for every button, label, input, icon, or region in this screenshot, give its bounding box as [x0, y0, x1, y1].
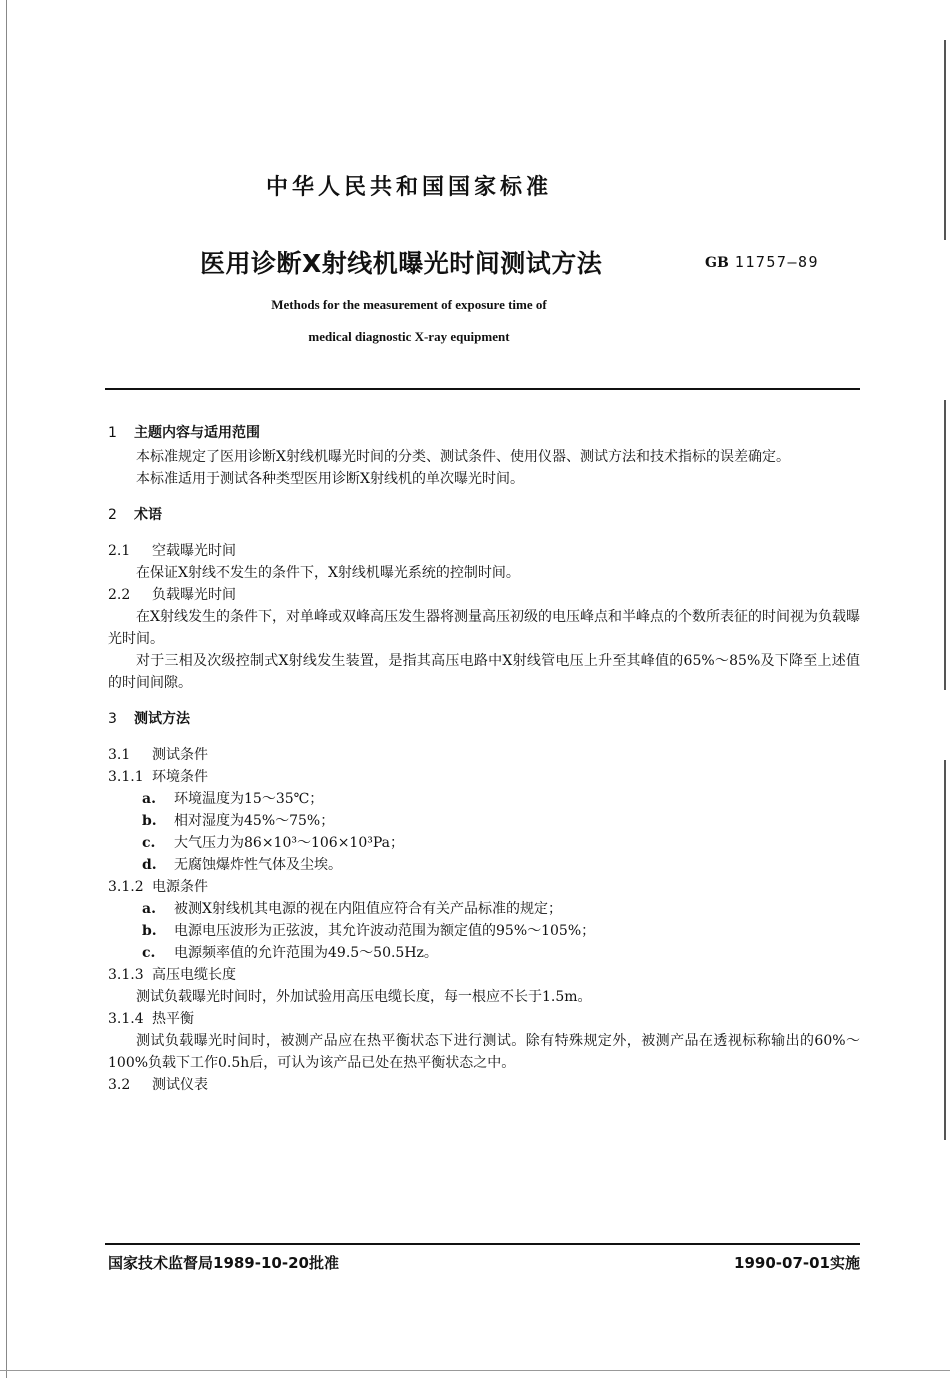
list-item: a. 环境温度为15～35℃； — [142, 791, 324, 807]
scan-edge-right-3 — [944, 760, 946, 1140]
standard-title: 中华人民共和国国家标准 — [265, 175, 552, 200]
header-divider — [105, 388, 860, 390]
standard-code-number: 11757—89 — [734, 253, 820, 271]
section-1-paragraph-1: 本标准规定了医用诊断X射线机曝光时间的分类、测试条件、使用仪器、测试方法和技术指标的误差确定。 — [136, 449, 790, 465]
subsection-3-2-heading: 3.2 测试仪表 — [108, 1077, 208, 1093]
subsection-3-1-4-text: 测试负载曝光时间时，被测产品应在热平衡状态下进行测试。除有特殊规定外，被测产品在透视标称输出的60%～100%负载下工作0.5h后，可认为该产品已处在热平衡状态之中。 — [108, 1033, 860, 1071]
subsection-3-1-1-heading: 3.1.1 环境条件 — [108, 769, 208, 785]
subsection-3-1-4-heading: 3.1.4 热平衡 — [108, 1011, 194, 1027]
scan-edge-right-1 — [944, 40, 946, 240]
list-item: c. 大气压力为86×10³～106×10³Pa； — [142, 835, 404, 851]
approval-date: 国家技术监督局1989-10-20批准 — [108, 1254, 339, 1272]
list-item: b. 相对湿度为45%～75%； — [142, 813, 335, 829]
subsection-2-1-text: 在保证X射线不发生的条件下，X射线机曝光系统的控制时间。 — [136, 565, 520, 581]
subsection-2-2-heading: 2.2 负载曝光时间 — [108, 587, 236, 603]
subsection-3-1-3-text: 测试负载曝光时间时，外加试验用高压电缆长度，每一根应不长于1.5m。 — [136, 989, 592, 1005]
subsection-3-1-heading: 3.1 测试条件 — [108, 747, 208, 763]
section-1-heading: 1 主题内容与适用范围 — [108, 425, 260, 441]
standard-code-prefix: GB — [705, 255, 729, 271]
subsection-2-1-heading: 2.1 空载曝光时间 — [108, 543, 236, 559]
subsection-2-2-text-2: 对于三相及次级控制式X射线发生装置，是指其高压电路中X射线管电压上升至其峰值的65%～85%及下降至上述值的时间间隙。 — [108, 653, 860, 691]
implementation-date: 1990-07-01实施 — [734, 1254, 860, 1272]
list-item: d. 无腐蚀爆炸性气体及尘埃。 — [142, 857, 342, 873]
section-3-heading: 3 测试方法 — [108, 711, 190, 727]
document-body — [108, 422, 860, 1096]
list-item: c. 电源频率值的允许范围为49.5～50.5Hz。 — [142, 945, 438, 961]
subsection-3-1-3-heading: 3.1.3 高压电缆长度 — [108, 967, 236, 983]
standard-code — [705, 253, 819, 271]
footer-divider — [105, 1243, 860, 1245]
english-title-line1: Methods for the measurement of exposure time of — [271, 297, 547, 312]
scan-edge-bottom — [0, 1370, 950, 1371]
english-title-line2: medical diagnostic X-ray equipment — [308, 329, 510, 344]
section-1-paragraph-2: 本标准适用于测试各种类型医用诊断X射线机的单次曝光时间。 — [136, 471, 524, 487]
subsection-3-1-2-heading: 3.1.2 电源条件 — [108, 879, 208, 895]
section-2-heading: 2 术语 — [108, 507, 162, 523]
list-item: a. 被测X射线机其电源的视在内阻值应符合有关产品标准的规定； — [142, 901, 562, 917]
document-title: 医用诊断X射线机曝光时间测试方法 — [200, 249, 603, 278]
subsection-2-2-text-1: 在X射线发生的条件下，对单峰或双峰高压发生器将测量高压初级的电压峰点和半峰点的个数所表征的时间视为负载曝光时间。 — [108, 609, 860, 647]
scan-edge-right-2 — [944, 400, 946, 690]
list-item: b. 电源电压波形为正弦波，其允许波动范围为额定值的95%～105%； — [142, 923, 596, 939]
scan-edge-left — [6, 0, 7, 1378]
